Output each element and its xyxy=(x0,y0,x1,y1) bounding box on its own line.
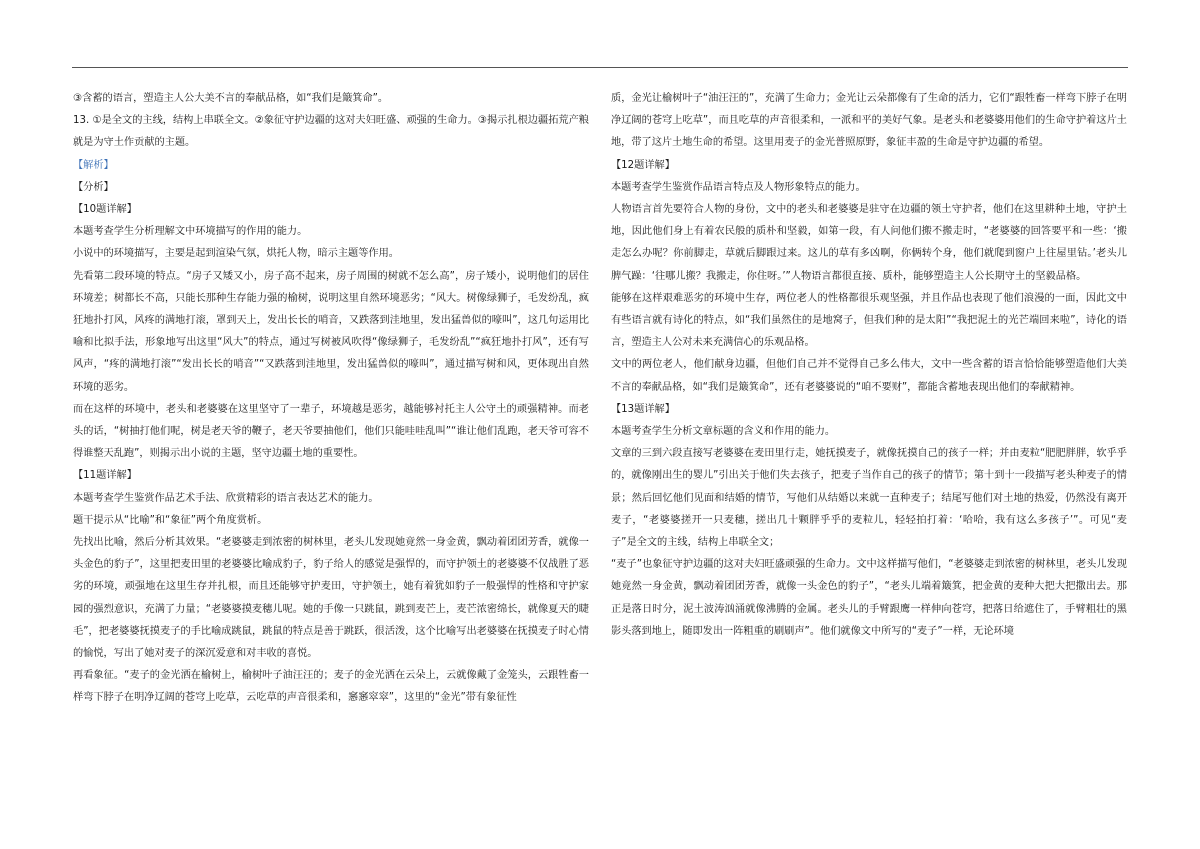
section-heading-q11: 【11题详解】 xyxy=(73,470,137,482)
paragraph: 本题考查学生鉴赏作品艺术手法、欣赏精彩的语言表达艺术的能力。 xyxy=(73,492,379,504)
header-rule xyxy=(72,67,1128,68)
section-heading-q13: 【13题详解】 xyxy=(611,403,675,415)
paragraph: 小说中的环境描写，主要是起到渲染气氛，烘托人物，暗示主题等作用。 xyxy=(73,248,399,260)
right-column xyxy=(611,88,1127,643)
answer-line-3: ③含蓄的语言，塑造主人公大美不言的奉献品格，如“我们是簸箕命”。 xyxy=(73,93,389,104)
paragraph: 文章的三到六段直接写老婆婆在麦田里行走，她抚摸麦子，就像抚摸自己的孩子一样；并由麦粒“肥肥胖胖，软乎乎的，就像刚出生的婴儿”引出关于他们失去孩子，把麦子当作自己的孩子的情节；第十到十一段描写老头种麦子的情景；然后回忆他们见面和结婚的情节，写他们从结婚以来就一直种麦子；结尾写他们对土地的热爱，仍然没有离开麦子，“老婆婆搓开一只麦穗，搓出几十颗胖乎乎的麦粒儿，轻轻拍打着：‘哈哈，我有这么多孩子’”。可见“麦子”是全文的主线，结构上串联全文； xyxy=(611,448,1127,549)
paragraph: 题干提示从“比喻”和“象征”两个角度赏析。 xyxy=(73,514,268,526)
section-heading-q12: 【12题详解】 xyxy=(611,159,675,171)
paragraph: 能够在这样艰难恶劣的环境中生存，两位老人的性格都很乐观坚强，并且作品也表现了他们浪漫的一面，因此文中有些语言就有诗化的特点，如“我们虽然住的是地窝子，但我们种的是太阳”“我把泥土的光芒端回来啦”，诗化的语言，塑造主人公对未来充满信心的乐观品格。 xyxy=(611,292,1127,349)
paragraph: 再看象征。“麦子的金光洒在榆树上，榆树叶子油汪汪的；麦子的金光洒在云朵上，云就像戴了金笼头，云跟牲畜一样弯下脖子在明净辽阔的苍穹上吃草，云吃草的声音很柔和，窸窸窣窣”，这里的“金光”带有象征性 xyxy=(73,670,589,704)
paragraph: 质，金光让榆树叶子“油汪汪的”，充满了生命力；金光让云朵都像有了生命的活力，它们“跟牲畜一样弯下脖子在明净辽阔的苍穹上吃草”，而且吃草的声音很柔和，一派和平的美好气象。是老头和老婆婆用他们的生命守护着这片土地，带了这片土地生命的希望。这里用麦子的金光普照原野，象征丰盈的生命是守护边疆的希望。 xyxy=(611,93,1127,149)
paragraph: 而在这样的环境中，老头和老婆婆在这里坚守了一辈子，环境越是恶劣，越能够衬托主人公守土的顽强精神。而老头的话，“树抽打他们呢，树是老天爷的鞭子，老天爷要抽他们，他们只能哇哇乱叫”“谁让他们乱跑，老天爷可容不得谁整天乱跑”，则揭示出小说的主题，坚守边疆土地的重要性。 xyxy=(73,403,589,460)
left-column xyxy=(73,88,589,710)
paragraph: 本题考查学生分析文章标题的含义和作用的能力。 xyxy=(611,426,836,438)
answer-13: 13. ①是全文的主线，结构上串联全文。②象征守护边疆的这对夫妇旺盛、顽强的生命力。③揭示扎根边疆拓荒产粮就是为守土作贡献的主题。 xyxy=(73,115,589,149)
section-heading-analysis: 【分析】 xyxy=(73,181,114,193)
analysis-link[interactable]: 【解析】 xyxy=(73,159,114,171)
paragraph: “麦子”也象征守护边疆的这对夫妇旺盛顽强的生命力。文中这样描写他们，“老婆婆走到浓密的树林里，老头儿发现她竟然一身金黄，飘动着团团芳香，就像一头金色的豹子”，“老头儿端着簸箕，把金黄的麦种大把大把撒出去。那正是落日时分，泥土波涛汹涌就像沸腾的金属。老头儿的手臂跟鹰一样伸向苍穹，把落日给遮住了，手臂粗壮的黑影头落到地上，随即发出一阵粗重的刷刷声”。他们就像文中所写的“麦子”一样，无论环境 xyxy=(611,559,1127,637)
paragraph: 人物语言首先要符合人物的身份，文中的老头和老婆婆是驻守在边疆的领土守护者，他们在这里耕种土地，守护土地，因此他们身上有着农民般的质朴和坚毅，如第一段，有人问他们搬不搬走时，“老婆婆的回答要平和一些：‘搬走怎么办呢？你前脚走，草就后脚跟过来。这儿的草有多凶啊，你俩转个身，他们就爬到窗户上往屋里钻。’老头儿脾气躁：‘往哪儿搬？我搬走，你住呀。’”人物语言都很直接、质朴，能够塑造主人公长期守土的坚毅品格。 xyxy=(611,204,1127,282)
paragraph: 本题考查学生分析理解文中环境描写的作用的能力。 xyxy=(73,226,308,238)
paragraph: 本题考查学生鉴赏作品语言特点及人物形象特点的能力。 xyxy=(611,181,866,193)
paragraph: 文中的两位老人，他们献身边疆，但他们自己并不觉得自己多么伟大，文中一些含蓄的语言恰恰能够塑造他们大美不言的奉献品格，如“我们是簸箕命”，还有老婆婆说的“咱不要财”，都能含蓄地表现出他们的奉献精神。 xyxy=(611,359,1127,393)
paragraph: 先找出比喻，然后分析其效果。“老婆婆走到浓密的树林里，老头儿发现她竟然一身金黄，飘动着团团芳香，就像一头金色的豹子”，这里把麦田里的老婆婆比喻成豹子，豹子给人的感觉是强悍的，而守护领土的老婆婆不仅战胜了恶劣的环境，顽强地在这里生存并扎根，而且还能够守护麦田，守护领土，她有着犹如豹子一般强悍的性格和守护家园的强烈意识，充满了力量；“老婆婆摸麦穗儿呢。她的手像一只跳鼠，跳到麦芒上，麦芒浓密绵长，就像夏天的睫毛”，把老婆婆抚摸麦子的手比喻成跳鼠，跳鼠的特点是善于跳跃，很活泼，这个比喻写出老婆婆在抚摸麦子时心情的愉悦，写出了她对麦子的深沉爱意和对丰收的喜悦。 xyxy=(73,537,589,660)
paragraph: 先看第二段环境的特点。“房子又矮又小，房子高不起来，房子周围的树就不怎么高”，房子矮小，说明他们的居住环境差；树都长不高，只能长那种生存能力强的榆树，说明这里自然环境恶劣；“风大。树像绿狮子，毛发纷乱，疯狂地扑打风，风疼的满地打滚，罩到天上，发出长长的哨音，又跌落到洼地里，发出猛兽似的嚎叫”，这几句运用比喻和比拟手法，形象地写出这里“风大”的特点，通过写树被风吹得“像绿狮子，毛发纷乱”“疯狂地扑打风”，还有写风声，“疼的满地打滚”“发出长长的哨音”“又跌落到洼地里，发出猛兽似的嚎叫”，通过描写树和风，更体现出自然环境的恶劣。 xyxy=(73,270,589,393)
section-heading-q10: 【10题详解】 xyxy=(73,204,137,216)
